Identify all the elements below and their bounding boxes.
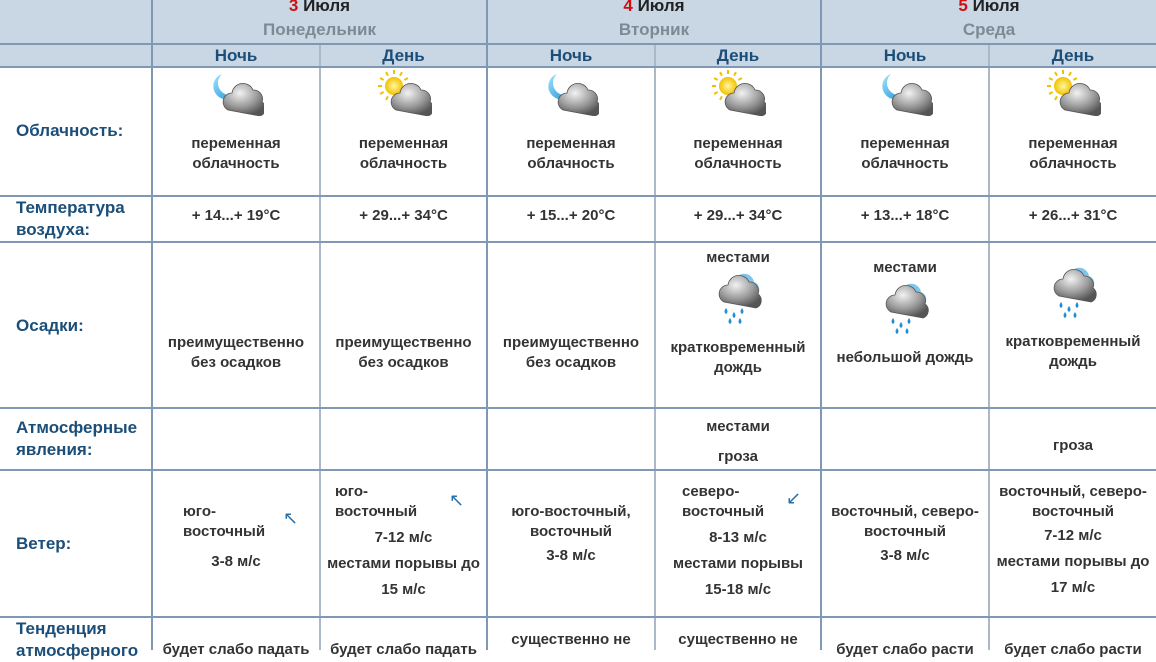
precipitation-cell: преимущественно без осадков [167, 334, 305, 371]
precipitation-cell: кратковременный дождь [990, 262, 1156, 372]
wind-direction-arrow-icon: ↖ [283, 508, 299, 528]
sun-cloud-icon [321, 70, 486, 116]
wind-cell: юго- восточный 7-12 м/с местами порывы до 15 м/с [327, 483, 480, 598]
temperature-cell: + 14...+ 19°С [191, 207, 281, 224]
row-label-precipitation: Осадки: [16, 316, 84, 335]
day-date: 5 Июля [958, 0, 1020, 15]
atmospheric-cell: местами гроза [706, 418, 770, 465]
pressure-trend-cell: будет слабо падать [330, 641, 477, 658]
day-weekday: Среда [962, 20, 1016, 39]
grid-line [0, 407, 1156, 409]
day-weekday: Вторник [618, 20, 690, 39]
period-header: День [1051, 46, 1095, 65]
moon-cloud-icon [822, 70, 988, 116]
grid-line [0, 616, 1156, 618]
row-label-cloudiness: Облачность: [16, 121, 124, 140]
temperature-cell: + 29...+ 34°С [359, 207, 448, 224]
cloud-cell: переменная облачность [488, 70, 654, 174]
pressure-trend-cell: будет слабо падать [162, 641, 310, 658]
wind-cell: юго-восточный, восточный 3-8 м/с [511, 503, 631, 564]
wind-direction-arrow-icon: ↙ [786, 488, 802, 508]
cloud-cell: переменная облачность [822, 70, 988, 174]
period-header: Ночь [214, 46, 258, 65]
period-header: День [382, 46, 425, 65]
rain-cloud-icon [822, 278, 988, 334]
cloud-cell: переменная облачность [153, 70, 319, 174]
pressure-trend-cell: существенно не [678, 631, 798, 648]
temperature-cell: + 26...+ 31°С [1028, 207, 1118, 224]
period-header: Ночь [883, 46, 927, 65]
day-header [153, 0, 486, 44]
cloud-cell: переменная облачность [321, 70, 486, 174]
day-date: 3 Июля [288, 0, 351, 15]
row-label-wind: Ветер: [16, 534, 72, 553]
cloud-cell: переменная облачность [656, 70, 820, 174]
pressure-trend-cell: будет слабо расти [1004, 641, 1142, 658]
moon-cloud-icon [153, 70, 319, 116]
grid-line [0, 195, 1156, 197]
wind-cell: восточный, северо- восточный 7-12 м/с местами порывы до 17 м/с [996, 483, 1150, 596]
day-date: 4 Июля [623, 0, 685, 15]
pressure-trend-cell: будет слабо расти [836, 641, 974, 658]
row-label-atmospheric: Атмосферные явления: [16, 418, 138, 459]
day-header [488, 0, 820, 44]
pressure-trend-cell: существенно не [511, 631, 631, 648]
grid-line [0, 469, 1156, 471]
rain-cloud-icon [990, 262, 1156, 318]
period-header: Ночь [549, 46, 593, 65]
wind-direction-arrow-icon: ↖ [449, 490, 465, 510]
rain-cloud-icon [656, 268, 820, 324]
precipitation-cell: преимущественно без осадков [335, 334, 472, 371]
wind-cell: юго- восточный 3-8 м/с [183, 503, 266, 570]
cloud-cell: переменная облачность [990, 70, 1156, 174]
wind-cell: восточный, северо- восточный 3-8 м/с [831, 503, 979, 564]
precipitation-cell: местами небольшой дождь [822, 258, 988, 368]
wind-cell: северо- восточный 8-13 м/с местами порывы 15-18 м/с [673, 483, 803, 598]
precipitation-cell: местами кратковременный дождь [656, 248, 820, 378]
temperature-cell: + 15...+ 20°С [526, 207, 616, 224]
moon-cloud-icon [488, 70, 654, 116]
temperature-cell: + 29...+ 34°С [693, 207, 783, 224]
day-header [822, 0, 1156, 44]
day-weekday: Понедельник [262, 20, 377, 39]
sun-cloud-icon [656, 70, 820, 116]
precipitation-cell: преимущественно без осадков [502, 334, 640, 371]
atmospheric-cell: гроза [1053, 437, 1093, 454]
sun-cloud-icon [990, 70, 1156, 116]
row-label-pressure-trend: Тенденция атмосферного [16, 619, 139, 660]
grid-line [0, 241, 1156, 243]
row-label-temperature: Температура воздуха: [16, 198, 125, 239]
temperature-cell: + 13...+ 18°С [860, 207, 950, 224]
period-header: День [716, 46, 760, 65]
